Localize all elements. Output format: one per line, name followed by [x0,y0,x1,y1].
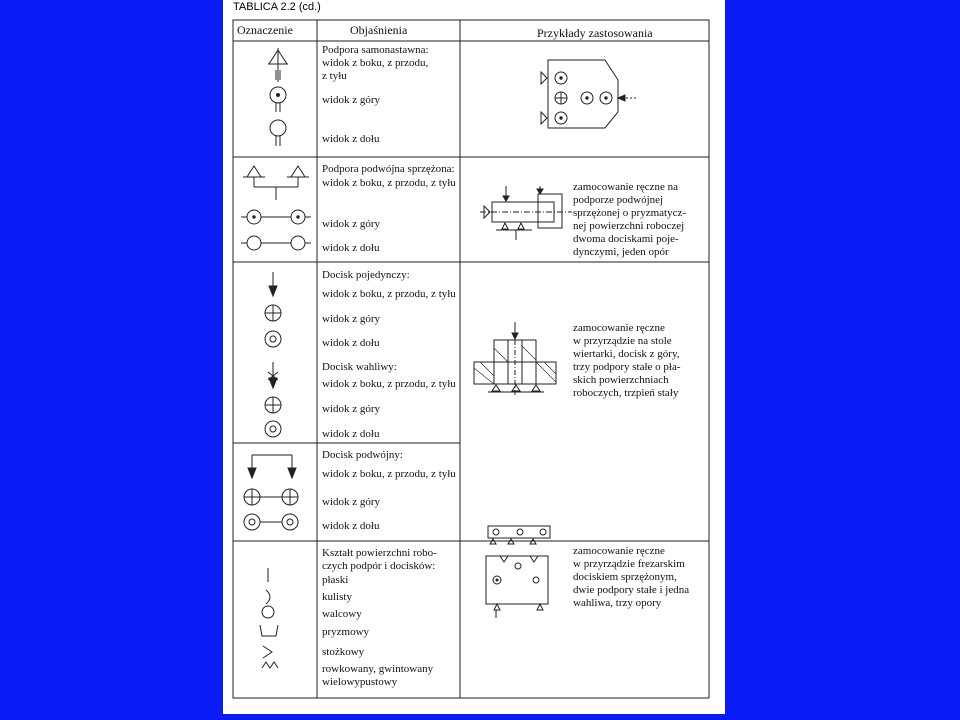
conical-shape-icon [263,646,272,658]
swing-clamp-side-icon [268,362,278,388]
support-side-icon [268,48,288,82]
row2-example-line: zamocowanie ręczne na [573,181,679,193]
example-drawing-1 [541,60,636,128]
shape-label-prismatic: pryzmowy [322,626,370,638]
double-support-bottom-icon [241,236,311,250]
row5-top: widok z góry [322,496,381,508]
row1-heading: Podpora samonastawna: [322,44,429,56]
support-bottom-icon [270,120,286,146]
row6-example-line: dociskiem sprzężonym, [573,571,677,583]
row5-heading: Docisk podwójny: [322,449,403,461]
example-drawing-4 [486,526,550,618]
row1-top: widok z góry [322,94,381,106]
spherical-shape-icon [266,590,270,604]
row1-side-b: z tyłu [322,70,347,82]
row6-heading-b: czych podpór i docisków: [322,560,436,572]
row6-heading-a: Kształt powierzchni robo- [322,547,437,559]
row4-bottom: widok z dołu [322,428,380,440]
single-clamp-bottom-icon [265,331,281,347]
row5-bottom: widok z dołu [322,520,380,532]
swing-clamp-bottom-icon [265,421,281,437]
table-caption: TABLICA 2.2 (cd.) [233,1,321,13]
row6-example-line: w przyrządzie frezarskim [573,558,685,570]
row5-side: widok z boku, z przodu, z tyłu [322,468,456,480]
support-top-icon [270,87,286,112]
row2-top: widok z góry [322,218,381,230]
header-designation: Oznaczenie [237,23,293,37]
row6-example-line: dwie podpory stałe i jedna [573,584,690,596]
row2-side: widok z boku, z przodu, z tyłu [322,177,456,189]
row2-heading: Podpora podwójna sprzężona: [322,163,455,175]
row3-bottom: widok z dołu [322,337,380,349]
grooved-shape-icon [262,662,278,668]
row1-side-a: widok z boku, z przodu, [322,57,429,69]
single-clamp-side-icon [269,272,277,296]
prismatic-shape-icon [260,625,278,636]
row3-example-line: skich powierzchniach [573,374,669,386]
shape-label-conical: stożkowy [322,646,365,658]
header-explanation: Objaśnienia [350,23,408,37]
row3-top: widok z góry [322,313,381,325]
row3-example-line: zamocowanie ręczne [573,322,665,334]
row3-example-line: w przyrządzie na stole [573,335,672,347]
double-clamp-bottom-icon [244,514,298,530]
row2-example-line: dwoma dociskami poje- [573,233,679,245]
shape-label-grooved: rowkowany, gwintowany [322,663,434,675]
double-support-top-icon [241,210,311,224]
row6-example-line: zamocowanie ręczne [573,545,665,557]
shape-label-spherical: kulisty [322,591,352,603]
row3-example-line: wiertarki, docisk z góry, [573,348,680,360]
example-drawing-3 [474,322,556,395]
row2-bottom: widok z dołu [322,242,380,254]
row4-top: widok z góry [322,403,381,415]
row2-example-line: sprzężonej o pryzmatycz- [573,207,686,219]
example-drawing-2 [480,186,572,240]
row4-side: widok z boku, z przodu, z tyłu [322,378,456,390]
shape-label-flat: płaski [322,574,349,586]
shape-label-cylindrical: walcowy [322,608,362,620]
double-clamp-top-icon [244,489,298,505]
single-clamp-top-icon [265,305,281,321]
cylindrical-shape-icon [262,606,274,618]
shape-label-splined: wielowypustowy [322,676,398,688]
double-clamp-side-icon [248,455,296,478]
double-support-side-icon [243,166,309,200]
header-examples: Przykłady zastosowania [537,26,653,40]
swing-clamp-top-icon [265,397,281,413]
row3-example-line: trzy podpory stałe o pła- [573,361,681,373]
row3-side: widok z boku, z przodu, z tyłu [322,288,456,300]
row2-example-line: nej powierzchni roboczej [573,220,685,232]
row6-example-line: wahliwa, trzy opory [573,597,662,609]
row4-heading: Docisk wahliwy: [322,361,397,373]
row2-example-line: dynczymi, jeden opór [573,246,669,258]
row3-heading: Docisk pojedynczy: [322,269,410,281]
row1-bottom: widok z dołu [322,133,380,145]
row3-example-line: roboczych, trzpień stały [573,387,679,399]
row2-example-line: podporze podwójnej [573,194,664,206]
